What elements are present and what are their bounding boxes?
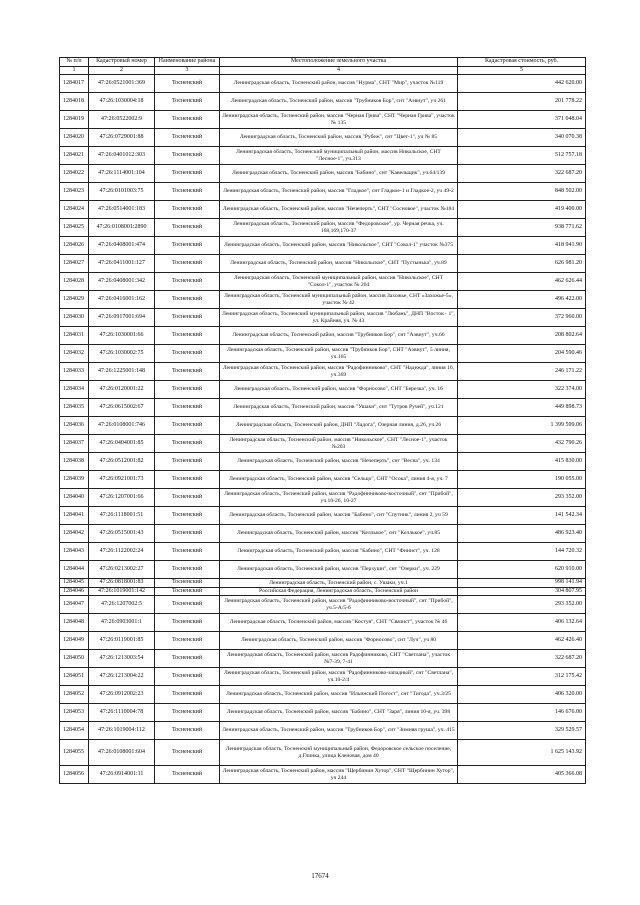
table-row (60, 201, 586, 219)
location-cell: Ленинградская область, Тосненский район, массив Радофинниково, СНТ "Светлана", участок №7-39, 7-41 (220, 650, 458, 668)
location-cell: Ленинградская область, Тосненский район, массив "Нечеперть", СНТ "Сосновое", участок №184 (220, 201, 458, 219)
table-row (60, 309, 586, 327)
cadastral-value-cell: 312 175.42 (458, 668, 586, 686)
table-row (60, 75, 586, 93)
row-number-cell: 1284033 (60, 363, 89, 381)
table-row (60, 381, 586, 399)
cadastral-number-cell: 47:26:1030002:75 (89, 345, 155, 363)
district-cell: Тосненский (155, 632, 220, 650)
district-cell: Тосненский (155, 525, 220, 543)
location-cell: Ленинградская область, Тосненский район, массив "Гладкое", снт Гладкое-1 и Гладкое-2, уч 49-2 (220, 183, 458, 201)
header-row-number: № п/п (60, 58, 89, 67)
cadastral-number-cell: 47:26:1213004:22 (89, 668, 155, 686)
cadastral-value-table (59, 57, 586, 784)
row-number-cell: 1284017 (60, 75, 89, 93)
district-cell: Тосненский (155, 309, 220, 327)
cadastral-value-cell: 293 352.00 (458, 489, 586, 507)
location-cell: Ленинградская область, Тосненский муниципальный район, Федоровское сельское поселение, д.Глинка, улица Кленовая, дом 40 (220, 740, 458, 766)
cadastral-number-cell: 47:26:0408001:474 (89, 237, 155, 255)
location-cell: Ленинградская область, Тосненский район, массив "Черная Грива", СНТ "Черная Грива", участок № 135 (220, 111, 458, 129)
cadastral-value-cell: 208 802.64 (458, 327, 586, 345)
district-cell: Тосненский (155, 614, 220, 632)
table-row (60, 219, 586, 237)
cadastral-number-cell: 47:26:0108001:604 (89, 740, 155, 766)
cadastral-number-cell: 47:26:0416001:162 (89, 291, 155, 309)
table-row (60, 327, 586, 345)
table-body (60, 75, 586, 784)
location-cell: Ленинградская область, Тосненский район, с. Ушаки, уч.1 (220, 579, 458, 588)
table-row (60, 704, 586, 722)
location-cell: Ленинградская область, Тосненский район, массив "Радофинниково", СНТ "Надежда", линия 16, уч.369 (220, 363, 458, 381)
header-district-name: Наименование района (155, 58, 220, 67)
row-number-cell: 1284025 (60, 219, 89, 237)
table-row (60, 111, 586, 129)
location-cell: Ленинградская область, Тосненский район, массив "Радофинниково-восточный", снт "Прибой", уч.10-26, 10-27 (220, 489, 458, 507)
district-cell: Тосненский (155, 587, 220, 596)
district-cell: Тосненский (155, 417, 220, 435)
location-cell: Ленинградская область, Тосненский муниципальный район, массив "Любань", ДНП "Восток - 1", ул. Крайняя, уч. № 43 (220, 309, 458, 327)
cadastral-value-cell: 449 898.73 (458, 399, 586, 417)
cadastral-value-cell: 406 132.64 (458, 614, 586, 632)
cadastral-number-cell: 47:26:1019001:142 (89, 587, 155, 596)
cadastral-value-cell: 201 778.22 (458, 93, 586, 111)
district-cell: Тосненский (155, 129, 220, 147)
cadastral-number-cell: 47:26:1114001:104 (89, 165, 155, 183)
cadastral-value-cell: 418 941.90 (458, 237, 586, 255)
row-number-cell: 1284048 (60, 614, 89, 632)
table-row (60, 632, 586, 650)
location-cell: Ленинградская область, Тосненский район, массив "Федоровское", ур. Черная речка, уч. 168,169,170-37 (220, 219, 458, 237)
table-row (60, 587, 586, 596)
table-row (60, 525, 586, 543)
cadastral-value-cell: 1 625 143.92 (458, 740, 586, 766)
cadastral-number-cell: 47:26:1019004:112 (89, 722, 155, 740)
cadastral-value-cell: 304 807.95 (458, 587, 586, 596)
cadastral-value-cell: 938 771.62 (458, 219, 586, 237)
cadastral-value-cell: 620 910.00 (458, 561, 586, 579)
row-number-cell: 1284049 (60, 632, 89, 650)
table-row (60, 686, 586, 704)
location-cell: Ленинградская область, Тосненский район, массив "Костуя", СНТ "Связист", участок № 46 (220, 614, 458, 632)
district-cell: Тосненский (155, 668, 220, 686)
cadastral-number-cell: 47:26:1207002:5 (89, 596, 155, 614)
column-number: 1 (60, 67, 89, 75)
table-row (60, 435, 586, 453)
location-cell: Ленинградская область, Тосненский район, массив "Нечеперть", снт "Весна", уч. 134 (220, 453, 458, 471)
table-row (60, 93, 586, 111)
district-cell: Тосненский (155, 75, 220, 93)
row-number-cell: 1284037 (60, 435, 89, 453)
row-number-cell: 1284036 (60, 417, 89, 435)
location-cell: Ленинградская область, Тосненский район, ДНП "Ладога", Озерная линия, д.26, уч.26 (220, 417, 458, 435)
cadastral-value-cell: 322 374.00 (458, 381, 586, 399)
table-row (60, 650, 586, 668)
cadastral-value-cell: 419 400.00 (458, 201, 586, 219)
cadastral-number-cell: 47:26:0108001:2890 (89, 219, 155, 237)
cadastral-number-cell: 47:26:0120001:22 (89, 381, 155, 399)
column-number: 3 (155, 67, 220, 75)
cadastral-number-cell: 47:26:0408001:342 (89, 273, 155, 291)
district-cell: Тосненский (155, 399, 220, 417)
district-cell: Тосненский (155, 381, 220, 399)
cadastral-number-cell: 47:26:0818001:83 (89, 579, 155, 588)
table-row (60, 345, 586, 363)
cadastral-number-cell: 47:26:0917001:694 (89, 309, 155, 327)
cadastral-value-cell: 1 399 599.06 (458, 417, 586, 435)
table-row (60, 471, 586, 489)
cadastral-number-cell: 47:26:0729001:88 (89, 129, 155, 147)
cadastral-number-cell: 47:26:1213003:54 (89, 650, 155, 668)
cadastral-value-cell: 372 960.00 (458, 309, 586, 327)
row-number-cell: 1284051 (60, 668, 89, 686)
district-cell: Тосненский (155, 471, 220, 489)
location-cell: Ленинградская область, Тосненский район, массив "Ильинский Погост", снт "Тигода", уч.3/25 (220, 686, 458, 704)
cadastral-value-cell: 293 352.00 (458, 596, 586, 614)
cadastral-number-cell: 47:26:0514001:183 (89, 201, 155, 219)
cadastral-number-cell: 47:26:1110004:78 (89, 704, 155, 722)
row-number-cell: 1284035 (60, 399, 89, 417)
cadastral-value-cell: 432 790.26 (458, 435, 586, 453)
cadastral-value-cell: 204 590.46 (458, 345, 586, 363)
location-cell: Ленинградская область, Тосненский район, массив "Никольское", СНТ "Лесное-1", участок №203 (220, 435, 458, 453)
table-row (60, 668, 586, 686)
district-cell: Тосненский (155, 237, 220, 255)
cadastral-number-cell: 47:26:0401012:303 (89, 147, 155, 165)
district-cell: Тосненский (155, 345, 220, 363)
location-cell: Ленинградская область, Тосненский район, массив "Бабино", СНТ "Финист", уч. 128 (220, 543, 458, 561)
table-row (60, 363, 586, 381)
header-cadastral-value: Кадастровая стоимость, руб. (458, 58, 586, 67)
table-row (60, 740, 586, 766)
table-row (60, 273, 586, 291)
cadastral-value-cell: 141 542.34 (458, 507, 586, 525)
location-cell: Ленинградская область, Тосненский район, массив "Келлькое", снт "Келлькое", уч.85 (220, 525, 458, 543)
cadastral-value-cell: 998 141.94 (458, 579, 586, 588)
row-number-cell: 1284045 (60, 579, 89, 588)
cadastral-number-cell: 47:26:0615002:67 (89, 399, 155, 417)
district-cell: Тосненский (155, 561, 220, 579)
cadastral-value-cell: 486 923.40 (458, 525, 586, 543)
cadastral-number-cell: 47:26:0108001:746 (89, 417, 155, 435)
location-cell: Ленинградская область, Тосненский район, массив "Никольское", СНТ "Сокол-1" участок №375 (220, 237, 458, 255)
column-number: 4 (220, 67, 458, 75)
cadastral-number-cell: 47:26:0914001:11 (89, 766, 155, 784)
row-number-cell: 1284050 (60, 650, 89, 668)
district-cell: Тосненский (155, 219, 220, 237)
cadastral-number-cell: 47:26:0515001:43 (89, 525, 155, 543)
column-number: 2 (89, 67, 155, 75)
table-row (60, 291, 586, 309)
district-cell: Тосненский (155, 740, 220, 766)
row-number-cell: 1284038 (60, 453, 89, 471)
district-cell: Тосненский (155, 507, 220, 525)
district-cell: Тосненский (155, 201, 220, 219)
table-row (60, 614, 586, 632)
row-number-cell: 1284034 (60, 381, 89, 399)
cadastral-number-cell: 47:26:0411001:127 (89, 255, 155, 273)
location-cell: Ленинградская область, Тосненский район, массив "Бабино", снт "Кавельщик", уч.64/139 (220, 165, 458, 183)
location-cell: Ленинградская область, Тосненский район, массив "Бабино", СНТ "Заря", линия 10-я, уч. 398 (220, 704, 458, 722)
cadastral-value-cell: 442 620.00 (458, 75, 586, 93)
cadastral-number-cell: 47:26:1122002:24 (89, 543, 155, 561)
cadastral-value-cell: 322 687.20 (458, 650, 586, 668)
row-number-cell: 1284021 (60, 147, 89, 165)
district-cell: Тосненский (155, 147, 220, 165)
district-cell: Тосненский (155, 766, 220, 784)
table-row (60, 507, 586, 525)
table-row (60, 237, 586, 255)
column-number-row (60, 67, 586, 75)
location-cell: Ленинградская область, Тосненский район, массив "Радофинниково-восточный", снт "Прибой", уч.5-А/5-б (220, 596, 458, 614)
cadastral-number-cell: 47:26:0213002:27 (89, 561, 155, 579)
row-number-cell: 1284032 (60, 345, 89, 363)
district-cell: Тосненский (155, 363, 220, 381)
row-number-cell: 1284052 (60, 686, 89, 704)
location-cell: Ленинградская область, Тосненский район, массив "Трубников Бор", СНТ "Аэвиут", 5 линия, уч.165 (220, 345, 458, 363)
district-cell: Тосненский (155, 93, 220, 111)
district-cell: Тосненский (155, 489, 220, 507)
district-cell: Тосненский (155, 686, 220, 704)
cadastral-number-cell: 47:26:0522002:9 (89, 111, 155, 129)
header-location: Местоположение земельного участка (220, 58, 458, 67)
cadastral-value-cell: 462 626.44 (458, 273, 586, 291)
location-cell: Ленинградская область, Тосненский район, массив "Форносово", снт "Луч", уч 80 (220, 632, 458, 650)
cadastral-value-cell: 146 676.00 (458, 704, 586, 722)
district-cell: Тосненский (155, 255, 220, 273)
cadastral-number-cell: 47:26:0921001:73 (89, 471, 155, 489)
cadastral-value-cell: 406 320.00 (458, 686, 586, 704)
row-number-cell: 1284044 (60, 561, 89, 579)
location-cell: Ленинградская область, Тосненский муниципальный район, массив Захожье, СНТ «Захожье-5», участок № 42 (220, 291, 458, 309)
row-number-cell: 1284056 (60, 766, 89, 784)
district-cell: Тосненский (155, 291, 220, 309)
cadastral-number-cell: 47:26:0521001:369 (89, 75, 155, 93)
table-row (60, 453, 586, 471)
row-number-cell: 1284028 (60, 273, 89, 291)
table-row (60, 543, 586, 561)
row-number-cell: 1284039 (60, 471, 89, 489)
row-number-cell: 1284018 (60, 93, 89, 111)
header-cadastral-number: Кадастровый номер (89, 58, 155, 67)
table-row (60, 255, 586, 273)
district-cell: Тосненский (155, 704, 220, 722)
row-number-cell: 1284046 (60, 587, 89, 596)
row-number-cell: 1284019 (60, 111, 89, 129)
location-cell: Ленинградская область, Тосненский район, массив "Сельцо", СНТ "Осока", линия 4-я, уч. 7 (220, 471, 458, 489)
location-cell: Ленинградская область, Тосненский район, массив "Трубников Бор", снт "Зимняя груша", уч. 415 (220, 722, 458, 740)
location-cell: Ленинградская область, Тосненский район, массив "Щербинин Хутор", СНТ "Щербинин Хутор", уч 244 (220, 766, 458, 784)
table-row (60, 722, 586, 740)
cadastral-value-cell: 626 981.20 (458, 255, 586, 273)
cadastral-value-cell: 144 720.32 (458, 543, 586, 561)
row-number-cell: 1284054 (60, 722, 89, 740)
row-number-cell: 1284041 (60, 507, 89, 525)
table-row (60, 417, 586, 435)
cadastral-value-cell: 496 422.00 (458, 291, 586, 309)
location-cell: Ленинградская область, Тосненский муниципальный район, массив "Никольское", СНТ "Сокол-1", участок № 264 (220, 273, 458, 291)
cadastral-value-cell: 329 529.57 (458, 722, 586, 740)
district-cell: Тосненский (155, 183, 220, 201)
cadastral-number-cell: 47:26:0119001:85 (89, 632, 155, 650)
district-cell: Тосненский (155, 273, 220, 291)
location-cell: Ленинградская область, Тосненский район, массив "Трубников Бор", снт "Аэвиут", уч 261 (220, 93, 458, 111)
row-number-cell: 1284030 (60, 309, 89, 327)
page-number: 17674 (311, 872, 329, 880)
table-row (60, 147, 586, 165)
cadastral-number-cell: 47:26:1225001:148 (89, 363, 155, 381)
district-cell: Тосненский (155, 596, 220, 614)
cadastral-number-cell: 47:26:1118001:51 (89, 507, 155, 525)
row-number-cell: 1284040 (60, 489, 89, 507)
row-number-cell: 1284027 (60, 255, 89, 273)
cadastral-number-cell: 47:26:0404001:85 (89, 435, 155, 453)
cadastral-value-cell: 190 055.00 (458, 471, 586, 489)
cadastral-number-cell: 47:26:0903001:1 (89, 614, 155, 632)
row-number-cell: 1284023 (60, 183, 89, 201)
cadastral-value-cell: 415 830.00 (458, 453, 586, 471)
location-cell: Ленинградская область, Тосненский район, массив "Никольское", СНТ "Пустынька", уч.89 (220, 255, 458, 273)
location-cell: Ленинградская область, Тосненский район, массив "Радофинниково-западный", снт "Светлана", уч.10-2/4 (220, 668, 458, 686)
table-row (60, 399, 586, 417)
location-cell: Ленинградская область, Тосненский район, массив "Трубников Бор", снт "Аэвиут", уч.66 (220, 327, 458, 345)
table-row (60, 489, 586, 507)
cadastral-value-cell: 512 757.18 (458, 147, 586, 165)
table-row (60, 129, 586, 147)
row-number-cell: 1284024 (60, 201, 89, 219)
row-number-cell: 1284026 (60, 237, 89, 255)
cadastral-value-cell: 246 171.22 (458, 363, 586, 381)
row-number-cell: 1284042 (60, 525, 89, 543)
row-number-cell: 1284029 (60, 291, 89, 309)
cadastral-number-cell: 47:26:0512001:82 (89, 453, 155, 471)
table-header-row (60, 58, 586, 67)
district-cell: Тосненский (155, 165, 220, 183)
cadastral-value-table-sheet (59, 57, 585, 784)
location-cell: Ленинградская область, Тосненский район, массив "Нурма", СНТ "Мир", участок №119 (220, 75, 458, 93)
district-cell: Тосненский (155, 722, 220, 740)
location-cell: Российская Федерация, Ленинградская область, Тосненский район (220, 587, 458, 596)
row-number-cell: 1284031 (60, 327, 89, 345)
cadastral-value-cell: 371 048.04 (458, 111, 586, 129)
location-cell: Ленинградская область, Тосненский район, массив "Рубеж", снт "Цвет-1", уч № 85 (220, 129, 458, 147)
location-cell: Ленинградская область, Тосненский район, массив "Ушаки", снт "Тутров Ручей", уч.121 (220, 399, 458, 417)
table-row (60, 183, 586, 201)
cadastral-number-cell: 47:26:0912002:23 (89, 686, 155, 704)
row-number-cell: 1284047 (60, 596, 89, 614)
location-cell: Ленинградская область, Тосненский муниципальный район, массив Никольское, СНТ "Лесное-1", уч.313 (220, 147, 458, 165)
table-row (60, 579, 586, 588)
district-cell: Тосненский (155, 579, 220, 588)
cadastral-value-cell: 340 070.38 (458, 129, 586, 147)
district-cell: Тосненский (155, 111, 220, 129)
cadastral-value-cell: 462 426.40 (458, 632, 586, 650)
cadastral-value-cell: 322 687.20 (458, 165, 586, 183)
location-cell: Ленинградская область, Тосненский район, массив "Форносово", СНТ "Березка", уч. 16 (220, 381, 458, 399)
cadastral-value-cell: 848 502.00 (458, 183, 586, 201)
row-number-cell: 1284022 (60, 165, 89, 183)
district-cell: Тосненский (155, 650, 220, 668)
cadastral-number-cell: 47:26:1207001:66 (89, 489, 155, 507)
district-cell: Тосненский (155, 327, 220, 345)
table-row (60, 561, 586, 579)
row-number-cell: 1284055 (60, 740, 89, 766)
district-cell: Тосненский (155, 543, 220, 561)
table-row (60, 766, 586, 784)
cadastral-value-cell: 405 366.08 (458, 766, 586, 784)
column-number: 5 (458, 67, 586, 75)
location-cell: Ленинградская область, Тосненский район, массив "Бабино", снт "Спутник", линия 2, уч 59 (220, 507, 458, 525)
cadastral-number-cell: 47:26:0101003:75 (89, 183, 155, 201)
district-cell: Тосненский (155, 435, 220, 453)
table-row (60, 165, 586, 183)
row-number-cell: 1284053 (60, 704, 89, 722)
cadastral-number-cell: 47:26:1030001:66 (89, 327, 155, 345)
row-number-cell: 1284020 (60, 129, 89, 147)
table-row (60, 596, 586, 614)
district-cell: Тосненский (155, 453, 220, 471)
row-number-cell: 1284043 (60, 543, 89, 561)
cadastral-number-cell: 47:26:1030004:18 (89, 93, 155, 111)
location-cell: Ленинградская область, Тосненский район, массив "Перхуши", снт "Озерки", уч. 229 (220, 561, 458, 579)
